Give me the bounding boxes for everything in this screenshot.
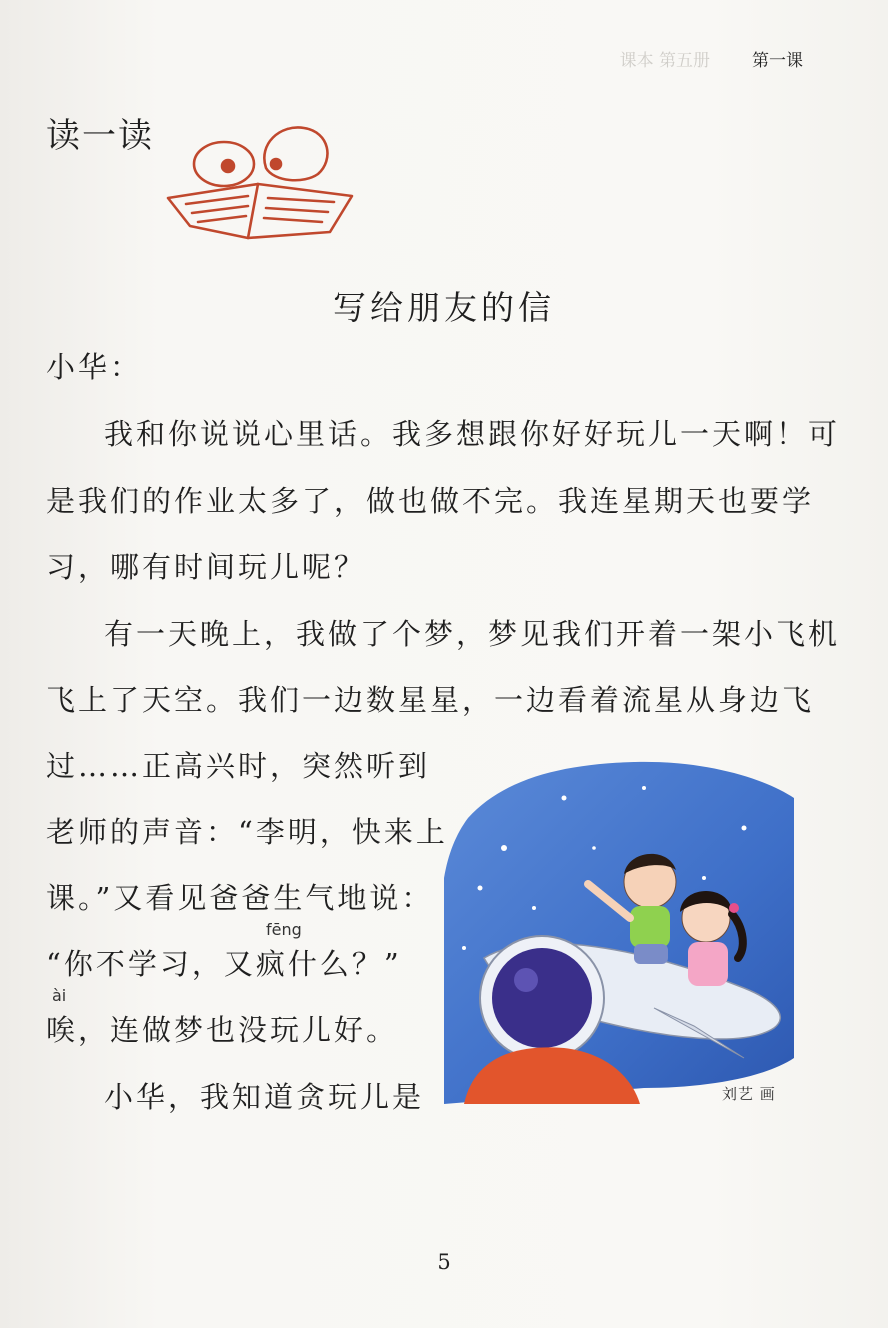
header-lesson-label: 第一课 [752,51,803,71]
letter-line: 习，哪有时间玩儿呢？ [46,550,367,584]
letter-line: “你不学习，又疯什么？” [46,947,402,981]
letter-line: 小华，我知道贪玩儿是 [104,1080,425,1114]
letter-line: 课。”又看见爸爸生气地说： [46,881,434,915]
letter-title: 写给朋友的信 [333,288,555,327]
letter-line: 老师的声音：“李明，快来上 [46,815,448,849]
space-illustration [444,758,796,1104]
illustration-caption: 刘艺 画 [722,1085,776,1103]
section-title: 读一读 [46,116,154,156]
header-running-text: 课本 第五册 [619,51,710,71]
letter-line: 唉，连做梦也没玩儿好。 [46,1013,399,1047]
pinyin-feng: fēng [266,920,302,939]
letter-line: 我和你说说心里话。我多想跟你好好玩儿一天啊！可 [104,417,841,451]
letter-line: 是我们的作业太多了，做也做不完。我连星期天也要学 [46,484,815,518]
pinyin-ai: ài [52,986,67,1005]
letter-line: 飞上了天空。我们一边数星星，一边看着流星从身边飞 [46,683,815,717]
page-number: 5 [437,1250,451,1274]
letter-greeting: 小华： [46,350,143,384]
reading-book-icon [162,120,358,244]
letter-line: 有一天晚上，我做了个梦，梦见我们开着一架小飞机 [104,617,841,651]
letter-line: 过……正高兴时，突然听到 [46,749,431,783]
